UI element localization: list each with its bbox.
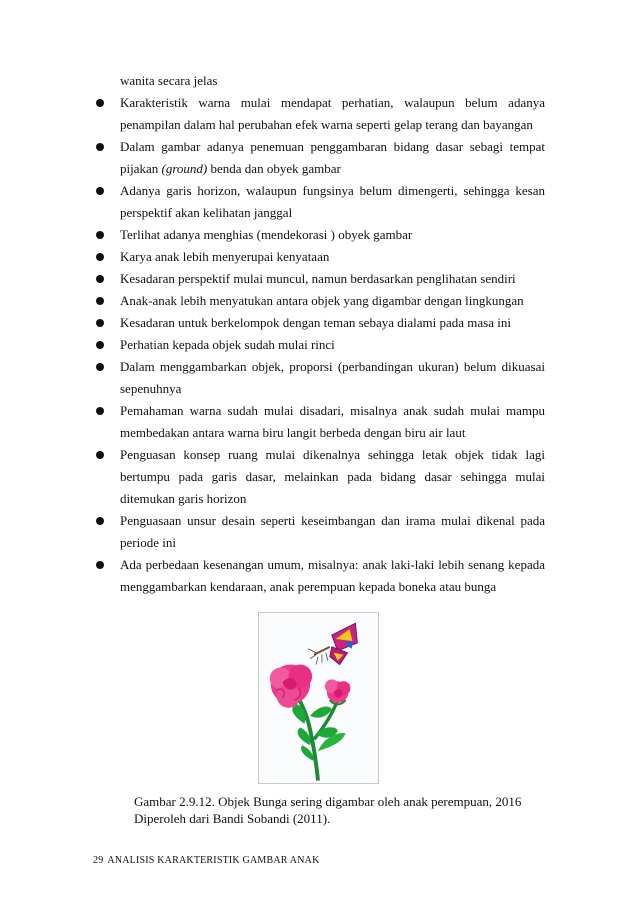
list-item <box>0 224 638 246</box>
bullet-icon <box>96 451 104 459</box>
list-item <box>0 136 638 180</box>
bullet-icon <box>96 253 104 261</box>
bullet-icon <box>96 275 104 283</box>
bullet-icon <box>96 341 104 349</box>
list-item-text: Anak-anak lebih menyatukan antara objek yang digambar dengan lingkungan <box>120 293 524 308</box>
list-item <box>0 356 638 400</box>
figure-caption <box>134 793 544 827</box>
bullet-icon <box>96 561 104 569</box>
list-item <box>0 400 638 444</box>
bullet-icon <box>96 99 104 107</box>
page-number: 29 <box>93 855 104 866</box>
italic-term: (ground) <box>161 161 208 176</box>
list-item <box>0 334 638 356</box>
list-item-text: Perhatian kepada objek sudah mulai rinci <box>120 337 335 352</box>
continuation-text: wanita secara jelas <box>120 73 218 88</box>
list-item <box>0 290 638 312</box>
list-item-text: Kesadaran untuk berkelompok dengan teman sebaya dialami pada masa ini <box>120 315 511 330</box>
list-item-text: Penguasaan unsur desain seperti keseimbangan dan irama mulai dikenal pada periode ini <box>120 513 545 550</box>
bullet-icon <box>96 231 104 239</box>
bullet-icon <box>96 319 104 327</box>
list-item-text: Karya anak lebih menyerupai kenyataan <box>120 249 330 264</box>
bullet-icon <box>96 187 104 195</box>
flower-drawing-figure <box>258 612 379 784</box>
list-item-text: Adanya garis horizon, walaupun fungsinya belum dimengerti, sehingga kesan perspektif akan kelihatan janggal <box>120 183 545 220</box>
list-item-text: Terlihat adanya menghias (mendekorasi ) obyek gambar <box>120 227 413 242</box>
bullet-icon <box>96 363 104 371</box>
list-item <box>0 92 638 136</box>
list-item <box>0 510 638 554</box>
list-item <box>0 554 638 598</box>
characteristics-list <box>0 92 638 598</box>
list-item-text: Pemahaman warna sudah mulai disadari, misalnya anak sudah mulai mampu membedakan antara warna biru langit berbeda dengan biru air laut <box>120 403 545 440</box>
bullet-icon <box>96 297 104 305</box>
caption-line-1: Gambar 2.9.12. Objek Bunga sering digambar oleh anak perempuan, 2016 <box>134 794 522 809</box>
list-item <box>0 444 638 510</box>
bullet-icon <box>96 407 104 415</box>
caption-line-2: Diperoleh dari Bandi Sobandi (2011). <box>134 811 331 826</box>
list-item-text: Karakteristik warna mulai mendapat perhatian, walaupun belum adanya penampilan dalam hal perubahan efek warna seperti gelap terang dan bayangan <box>120 95 545 132</box>
list-item <box>0 246 638 268</box>
bullet-icon <box>96 517 104 525</box>
list-item-text: Dalam menggambarkan objek, proporsi (perbandingan ukuran) belum dikuasai sepenuhnya <box>120 359 545 396</box>
list-item <box>0 268 638 290</box>
flower-drawing-image <box>259 613 378 783</box>
list-item-text: Kesadaran perspektif mulai muncul, namun berdasarkan penglihatan sendiri <box>120 271 516 286</box>
list-item <box>0 180 638 224</box>
bullet-icon <box>96 143 104 151</box>
list-item-text: Ada perbedaan kesenangan umum, misalnya: anak laki-laki lebih senang kepada menggambarkan kendaraan, anak perempuan kepada boneka atau bunga <box>120 557 545 594</box>
page-footer <box>93 855 324 866</box>
footer-title: ANALISIS KARAKTERISTIK GAMBAR ANAK <box>107 855 320 866</box>
list-item-text: Dalam gambar adanya penemuan penggambaran bidang dasar sebagi tempat pijakan (ground) benda dan obyek gambar <box>120 139 545 176</box>
list-item <box>0 312 638 334</box>
list-item-text: Penguasan konsep ruang mulai dikenalnya sehingga letak objek tidak lagi bertumpu pada garis dasar, melainkan pada bidang dasar sehingga mulai ditemukan garis horizon <box>120 447 545 506</box>
